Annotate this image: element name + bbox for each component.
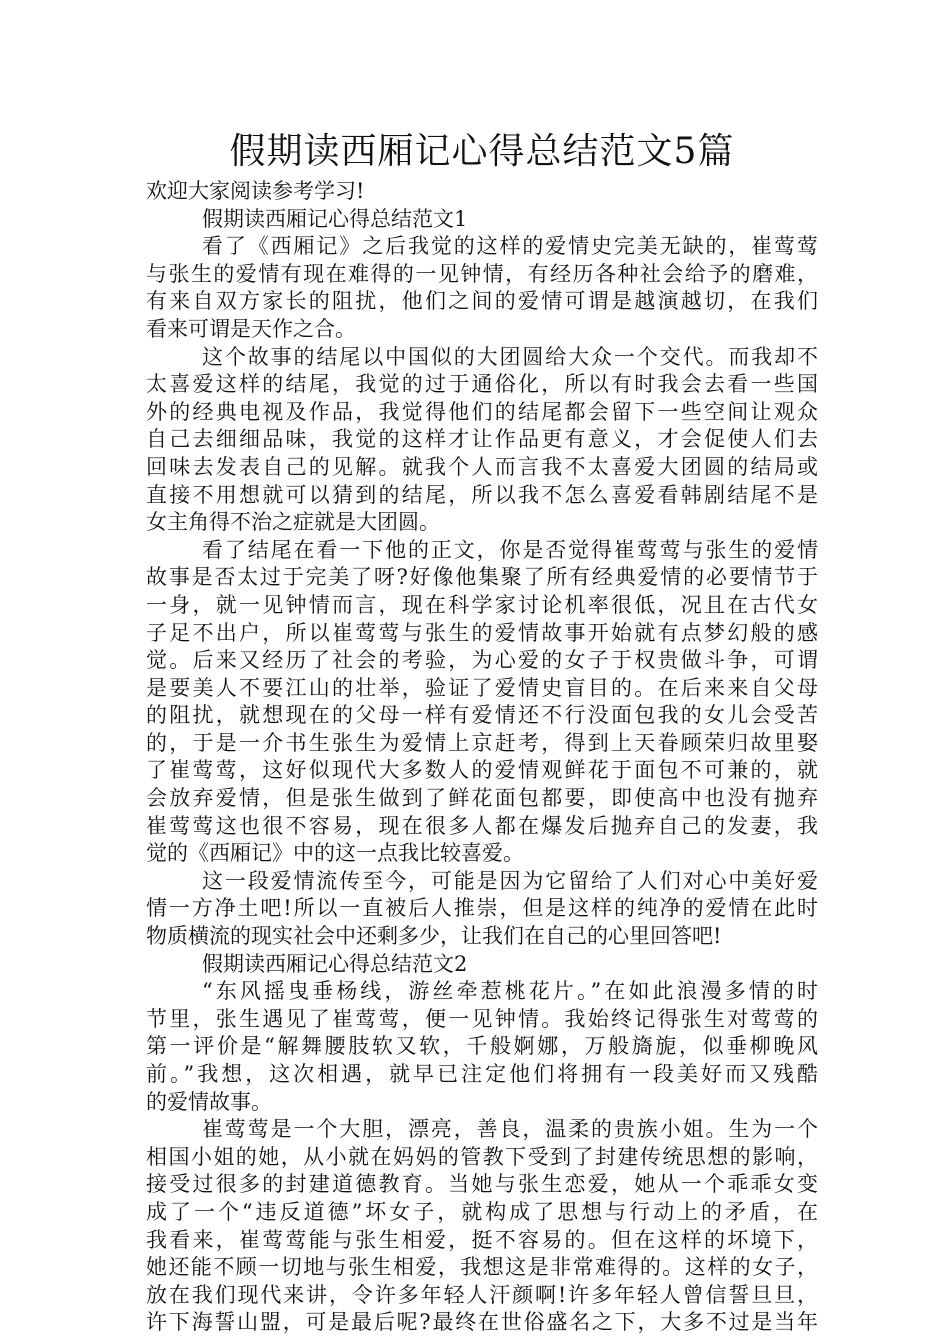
document-title: 假期读西厢记心得总结范文5篇: [229, 131, 735, 172]
paragraph-line: 觉的《西厢记》中的这一点我比较喜爱。: [146, 841, 524, 866]
paragraph-2: [146, 344, 818, 537]
paragraph-line: 自己去细细品味，我觉的这样才让作品更有意义，才会促使人们去: [146, 427, 818, 452]
section-heading-1: 假期读西厢记心得总结范文1: [202, 206, 468, 231]
document-page: [146, 128, 818, 1337]
paragraph-line: 情一方净土吧!所以一直被后人推崇，但是这样的纯净的爱情在此时: [146, 896, 818, 921]
paragraph-line: 了崔莺莺，这好似现代大多数人的爱情观鲜花于面包不可兼的，就: [146, 758, 818, 783]
paragraph-line: 外的经典电视及作品，我觉得他们的结尾都会留下一些空间让观众: [146, 399, 818, 424]
paragraph-line: 回味去发表自己的见解。就我个人而言我不太喜爱大团圆的结局或: [146, 454, 818, 479]
paragraph-line: 这个故事的结尾以中国似的大团圆给大众一个交代。而我却不: [202, 344, 818, 369]
paragraph-line: 看了结尾在看一下他的正文，你是否觉得崔莺莺与张生的爱情: [202, 537, 818, 562]
paragraph-line: 觉。后来又经历了社会的考验，为心爱的女子于权贵做斗争，可谓: [146, 648, 818, 673]
paragraph-line: 成了一个“违反道德”坏女子，就构成了思想与行动上的矛盾，在: [146, 1199, 818, 1224]
paragraph-line: 放在我们现代来讲，令许多年轻人汗颜啊!许多年轻人曾信誓旦旦，: [146, 1282, 818, 1307]
paragraph-line: 一身，就一见钟情而言，现在科学家讨论机率很低，况且在古代女: [146, 592, 818, 617]
paragraph-line: 会放弃爱情，但是张生做到了鲜花面包都要，即使高中也没有抛弃: [146, 786, 818, 811]
intro-text: 欢迎大家阅读参考学习!: [146, 179, 365, 203]
section-heading-2: 假期读西厢记心得总结范文2: [202, 951, 468, 976]
paragraph-4: [146, 868, 818, 951]
paragraph-line: 的，于是一介书生张生为爱情上京赶考，得到上天眷顾荣归故里娶: [146, 730, 818, 755]
paragraph-line: 我看来，崔莺莺能与张生相爱，挺不容易的。但在这样的坏境下，: [146, 1227, 818, 1252]
paragraph-line: 这一段爱情流传至今，可能是因为它留给了人们对心中美好爱: [202, 868, 818, 893]
paragraph-line: 子足不出户，所以崔莺莺与张生的爱情故事开始就有点梦幻般的感: [146, 620, 818, 645]
paragraph-line: 故事是否太过于完美了呀?好像他集聚了所有经典爱情的必要情节于: [146, 565, 818, 590]
paragraph-5: [146, 978, 818, 1116]
paragraph-line: 有来自双方家长的阻扰，他们之间的爱情可谓是越演越切，在我们: [146, 289, 818, 314]
paragraph-line: 看来可谓是天作之合。: [146, 316, 356, 341]
paragraph-line: 太喜爱这样的结尾，我觉的过于通俗化，所以有时我会去看一些国: [146, 372, 818, 397]
paragraph-6: [146, 1116, 818, 1337]
paragraph-line: 看了《西厢记》之后我觉的这样的爱情史完美无缺的，崔莺莺: [202, 234, 818, 259]
paragraph-line: 许下海誓山盟，可是最后呢?最终在世俗盛名之下，大多不过是当年: [146, 1310, 818, 1335]
paragraph-line: 直接不用想就可以猜到的结尾，所以我不怎么喜爱看韩剧结尾不是: [146, 482, 818, 507]
paragraph-line: 崔莺莺是一个大胆，漂亮，善良，温柔的贵族小姐。生为一个: [202, 1117, 818, 1142]
paragraph-1: [146, 233, 818, 343]
paragraph-line: 接受过很多的封建道德教育。当她与张生恋爱，她从一个乖乖女变: [146, 1172, 818, 1197]
paragraph-line: 相国小姐的她，从小就在妈妈的管教下受到了封建传统思想的影响，: [146, 1144, 818, 1169]
paragraph-3: [146, 537, 818, 868]
paragraph-line: 崔莺莺这也很不容易，现在很多人都在爆发后抛弃自己的发妻，我: [146, 813, 818, 838]
paragraph-line: 物质横流的现实社会中还剩多少，让我们在自己的心里回答吧!: [146, 924, 722, 949]
paragraph-line: 是要美人不要江山的壮举，验证了爱情史盲目的。在后来来自父母: [146, 675, 818, 700]
paragraph-line: 第一评价是“解舞腰肢软又软，千般婀娜，万般旖旎，似垂柳晚风: [146, 1034, 818, 1059]
paragraph-line: 女主角得不治之症就是大团圆。: [146, 510, 440, 535]
paragraph-line: 她还能不顾一切地与张生相爱，我想这是非常难得的。这样的女子，: [146, 1255, 818, 1280]
paragraph-line: 与张生的爱情有现在难得的一见钟情，有经历各种社会给予的磨难，: [146, 261, 818, 286]
paragraph-line: 前。”我想，这次相遇，就早已注定他们将拥有一段美好而又残酷: [146, 1062, 818, 1086]
paragraph-line: “东风摇曳垂杨线，游丝牵惹桃花片。”在如此浪漫多情的时: [202, 979, 818, 1004]
paragraph-line: 的阻扰，就想现在的父母一样有爱情还不行没面包我的女儿会受苦: [146, 703, 818, 728]
paragraph-line: 节里，张生遇见了崔莺莺，便一见钟情。我始终记得张生对莺莺的: [146, 1006, 818, 1031]
paragraph-line: 的爱情故事。: [146, 1089, 272, 1114]
